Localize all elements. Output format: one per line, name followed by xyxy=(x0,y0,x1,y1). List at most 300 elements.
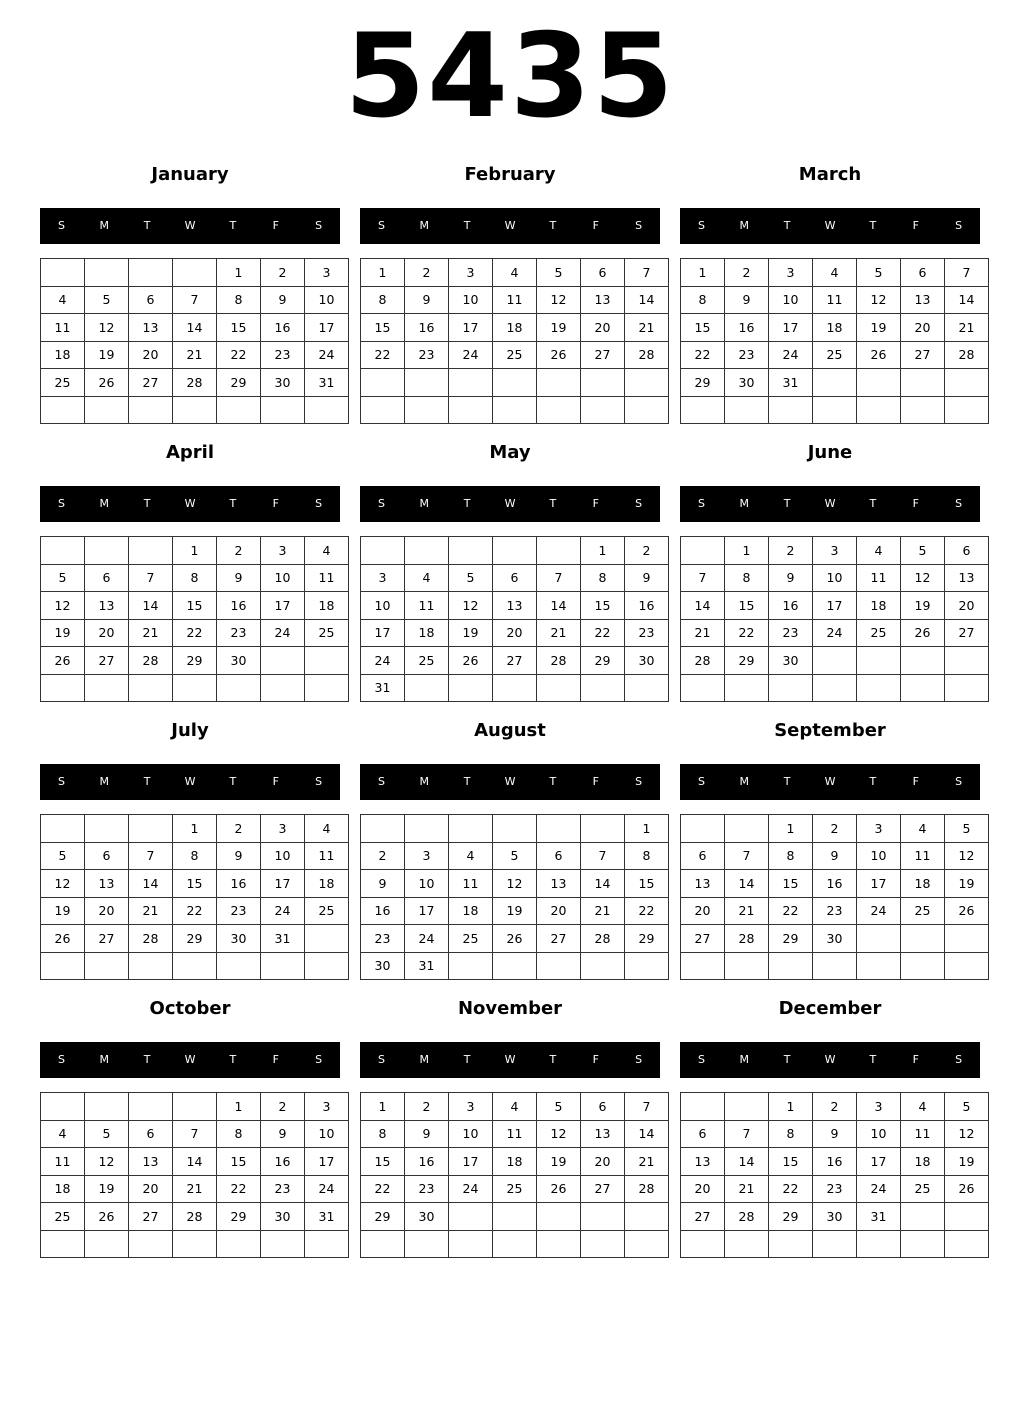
empty-cell xyxy=(41,537,85,565)
day-cell: 25 xyxy=(901,1175,945,1203)
day-cell: 18 xyxy=(405,619,449,647)
day-cell: 24 xyxy=(305,1175,349,1203)
day-cell: 27 xyxy=(945,619,989,647)
weekday-label: W xyxy=(824,775,836,788)
day-cell: 28 xyxy=(625,341,669,369)
month-name: May xyxy=(489,442,531,463)
weekday-label: S xyxy=(955,219,963,232)
day-cell: 1 xyxy=(725,537,769,565)
week-row xyxy=(681,1203,989,1231)
day-cell: 20 xyxy=(581,314,625,342)
day-cell: 22 xyxy=(173,897,217,925)
day-cell: 14 xyxy=(725,1148,769,1176)
week-row xyxy=(41,314,349,342)
empty-cell xyxy=(493,815,537,843)
empty-cell xyxy=(769,396,813,424)
day-cell: 27 xyxy=(901,341,945,369)
weekday-header xyxy=(40,208,340,244)
day-cell: 28 xyxy=(725,925,769,953)
week-row xyxy=(41,952,349,980)
week-row xyxy=(41,537,349,565)
day-cell: 14 xyxy=(537,592,581,620)
day-cell: 22 xyxy=(769,897,813,925)
day-grid xyxy=(360,1092,669,1258)
day-cell: 5 xyxy=(857,259,901,287)
empty-cell xyxy=(813,952,857,980)
week-row xyxy=(41,1148,349,1176)
day-cell: 17 xyxy=(261,592,305,620)
day-cell: 18 xyxy=(449,897,493,925)
weekday-label: S xyxy=(377,775,385,788)
day-cell: 11 xyxy=(493,286,537,314)
month-name: July xyxy=(171,720,209,741)
day-cell: 21 xyxy=(945,314,989,342)
week-row xyxy=(41,925,349,953)
day-cell: 16 xyxy=(261,1148,305,1176)
weekday-label: S xyxy=(697,1053,705,1066)
empty-cell xyxy=(129,396,173,424)
day-cell: 12 xyxy=(85,314,129,342)
day-cell: 21 xyxy=(625,1148,669,1176)
day-cell: 14 xyxy=(625,286,669,314)
empty-cell xyxy=(41,952,85,980)
day-cell: 17 xyxy=(449,1148,493,1176)
day-cell: 18 xyxy=(41,1175,85,1203)
day-cell: 11 xyxy=(305,842,349,870)
week-row xyxy=(361,341,669,369)
day-cell: 9 xyxy=(769,564,813,592)
week-row xyxy=(361,1230,669,1258)
day-cell: 16 xyxy=(217,592,261,620)
day-cell: 9 xyxy=(813,842,857,870)
day-cell: 1 xyxy=(217,1093,261,1121)
weekday-header xyxy=(360,208,660,244)
day-cell: 28 xyxy=(173,1203,217,1231)
weekday-label: T xyxy=(143,497,151,510)
empty-cell xyxy=(305,1230,349,1258)
day-cell: 1 xyxy=(581,537,625,565)
empty-cell xyxy=(493,1203,537,1231)
day-cell: 5 xyxy=(901,537,945,565)
day-cell: 15 xyxy=(217,1148,261,1176)
day-cell: 6 xyxy=(493,564,537,592)
empty-cell xyxy=(449,369,493,397)
day-cell: 18 xyxy=(857,592,901,620)
day-cell: 11 xyxy=(493,1120,537,1148)
weekday-label: T xyxy=(783,1053,791,1066)
day-cell: 6 xyxy=(581,1093,625,1121)
day-grid xyxy=(360,814,669,980)
day-cell: 13 xyxy=(581,1120,625,1148)
weekday-label: W xyxy=(184,219,196,232)
day-cell: 24 xyxy=(857,897,901,925)
day-cell: 28 xyxy=(129,647,173,675)
day-cell: 10 xyxy=(305,286,349,314)
empty-cell xyxy=(261,1230,305,1258)
day-cell: 7 xyxy=(625,1093,669,1121)
weekday-label: W xyxy=(504,497,516,510)
empty-cell xyxy=(173,1093,217,1121)
day-cell: 7 xyxy=(725,1120,769,1148)
day-cell: 24 xyxy=(813,619,857,647)
empty-cell xyxy=(41,1093,85,1121)
day-cell: 5 xyxy=(41,564,85,592)
day-cell: 28 xyxy=(625,1175,669,1203)
empty-cell xyxy=(625,369,669,397)
weekday-header xyxy=(680,208,980,244)
day-cell: 1 xyxy=(681,259,725,287)
day-cell: 13 xyxy=(493,592,537,620)
day-cell: 12 xyxy=(493,870,537,898)
empty-cell xyxy=(493,952,537,980)
day-cell: 26 xyxy=(945,897,989,925)
day-cell: 25 xyxy=(405,647,449,675)
week-row xyxy=(41,564,349,592)
day-cell: 8 xyxy=(769,842,813,870)
empty-cell xyxy=(581,674,625,702)
day-cell: 17 xyxy=(769,314,813,342)
weekday-label: T xyxy=(143,1053,151,1066)
empty-cell xyxy=(857,369,901,397)
weekday-label: S xyxy=(57,497,65,510)
day-cell: 22 xyxy=(769,1175,813,1203)
day-cell: 31 xyxy=(361,674,405,702)
empty-cell xyxy=(625,396,669,424)
day-cell: 2 xyxy=(361,842,405,870)
week-row xyxy=(361,1093,669,1121)
empty-cell xyxy=(769,952,813,980)
weekday-label: F xyxy=(272,775,279,788)
day-cell: 16 xyxy=(813,1148,857,1176)
day-cell: 24 xyxy=(449,1175,493,1203)
empty-cell xyxy=(493,396,537,424)
weekday-label: F xyxy=(912,1053,919,1066)
week-row xyxy=(681,1093,989,1121)
weekday-label: M xyxy=(419,1053,430,1066)
day-cell: 1 xyxy=(173,815,217,843)
day-cell: 14 xyxy=(173,314,217,342)
empty-cell xyxy=(945,952,989,980)
empty-cell xyxy=(681,1230,725,1258)
day-cell: 24 xyxy=(405,925,449,953)
day-cell: 4 xyxy=(41,1120,85,1148)
weekday-label: W xyxy=(504,775,516,788)
empty-cell xyxy=(85,815,129,843)
day-cell: 18 xyxy=(493,1148,537,1176)
day-cell: 13 xyxy=(85,870,129,898)
day-cell: 6 xyxy=(85,564,129,592)
day-cell: 14 xyxy=(129,592,173,620)
week-row xyxy=(41,842,349,870)
day-cell: 10 xyxy=(305,1120,349,1148)
day-cell: 12 xyxy=(537,286,581,314)
day-cell: 29 xyxy=(217,369,261,397)
day-cell: 5 xyxy=(493,842,537,870)
day-cell: 18 xyxy=(813,314,857,342)
day-cell: 22 xyxy=(173,619,217,647)
day-grid xyxy=(40,814,349,980)
day-cell: 2 xyxy=(217,815,261,843)
day-cell: 26 xyxy=(537,1175,581,1203)
day-cell: 9 xyxy=(261,286,305,314)
weekday-label: S xyxy=(315,219,323,232)
day-cell: 11 xyxy=(41,1148,85,1176)
day-cell: 27 xyxy=(681,925,725,953)
day-cell: 5 xyxy=(537,1093,581,1121)
week-row xyxy=(681,897,989,925)
empty-cell xyxy=(625,674,669,702)
empty-cell xyxy=(41,1230,85,1258)
day-cell: 12 xyxy=(537,1120,581,1148)
week-row xyxy=(361,870,669,898)
day-cell: 22 xyxy=(625,897,669,925)
week-row xyxy=(41,897,349,925)
day-cell: 4 xyxy=(857,537,901,565)
weekday-label: S xyxy=(377,497,385,510)
day-cell: 23 xyxy=(217,897,261,925)
empty-cell xyxy=(625,1230,669,1258)
empty-cell xyxy=(449,537,493,565)
day-cell: 21 xyxy=(625,314,669,342)
week-row xyxy=(361,1203,669,1231)
empty-cell xyxy=(305,674,349,702)
day-cell: 19 xyxy=(85,341,129,369)
day-cell: 14 xyxy=(681,592,725,620)
day-cell: 14 xyxy=(129,870,173,898)
week-row xyxy=(361,925,669,953)
day-cell: 7 xyxy=(537,564,581,592)
day-cell: 15 xyxy=(217,314,261,342)
day-cell: 3 xyxy=(361,564,405,592)
weekday-label: S xyxy=(57,219,65,232)
day-cell: 22 xyxy=(361,341,405,369)
empty-cell xyxy=(945,1203,989,1231)
weekday-label: T xyxy=(463,497,471,510)
day-cell: 16 xyxy=(813,870,857,898)
day-cell: 26 xyxy=(901,619,945,647)
day-cell: 26 xyxy=(945,1175,989,1203)
day-cell: 16 xyxy=(261,314,305,342)
day-cell: 19 xyxy=(537,1148,581,1176)
day-cell: 22 xyxy=(681,341,725,369)
month-name: December xyxy=(778,998,882,1019)
empty-cell xyxy=(361,537,405,565)
day-cell: 7 xyxy=(173,1120,217,1148)
empty-cell xyxy=(85,537,129,565)
week-row xyxy=(41,815,349,843)
day-cell: 20 xyxy=(945,592,989,620)
day-cell: 8 xyxy=(681,286,725,314)
day-cell: 21 xyxy=(681,619,725,647)
day-cell: 16 xyxy=(405,1148,449,1176)
empty-cell xyxy=(813,647,857,675)
day-cell: 12 xyxy=(857,286,901,314)
day-cell: 19 xyxy=(41,619,85,647)
empty-cell xyxy=(305,952,349,980)
week-row xyxy=(681,1148,989,1176)
day-cell: 7 xyxy=(581,842,625,870)
day-cell: 10 xyxy=(813,564,857,592)
empty-cell xyxy=(945,1230,989,1258)
day-cell: 7 xyxy=(725,842,769,870)
day-cell: 10 xyxy=(449,286,493,314)
month-name: October xyxy=(149,998,231,1019)
week-row xyxy=(361,897,669,925)
week-row xyxy=(41,1175,349,1203)
day-cell: 26 xyxy=(857,341,901,369)
day-cell: 21 xyxy=(537,619,581,647)
weekday-header xyxy=(40,764,340,800)
day-grid xyxy=(680,258,989,424)
weekday-label: S xyxy=(955,1053,963,1066)
empty-cell xyxy=(85,952,129,980)
week-row xyxy=(41,341,349,369)
week-row xyxy=(41,592,349,620)
empty-cell xyxy=(901,396,945,424)
day-cell: 8 xyxy=(217,286,261,314)
day-cell: 29 xyxy=(681,369,725,397)
day-cell: 20 xyxy=(581,1148,625,1176)
day-cell: 9 xyxy=(405,286,449,314)
month-name: February xyxy=(464,164,556,185)
day-cell: 22 xyxy=(361,1175,405,1203)
day-cell: 24 xyxy=(305,341,349,369)
day-cell: 27 xyxy=(85,647,129,675)
weekday-label: W xyxy=(184,497,196,510)
day-cell: 13 xyxy=(129,1148,173,1176)
weekday-label: S xyxy=(635,775,643,788)
empty-cell xyxy=(41,259,85,287)
day-cell: 19 xyxy=(901,592,945,620)
week-row xyxy=(41,396,349,424)
day-cell: 30 xyxy=(217,925,261,953)
day-cell: 11 xyxy=(449,870,493,898)
day-cell: 14 xyxy=(625,1120,669,1148)
day-cell: 17 xyxy=(405,897,449,925)
day-cell: 23 xyxy=(217,619,261,647)
day-cell: 18 xyxy=(493,314,537,342)
day-cell: 21 xyxy=(173,1175,217,1203)
empty-cell xyxy=(901,1230,945,1258)
weekday-label: M xyxy=(739,497,750,510)
day-cell: 17 xyxy=(361,619,405,647)
week-row xyxy=(361,1120,669,1148)
day-cell: 6 xyxy=(681,842,725,870)
week-row xyxy=(681,592,989,620)
day-cell: 14 xyxy=(945,286,989,314)
weekday-label: W xyxy=(184,1053,196,1066)
empty-cell xyxy=(725,396,769,424)
empty-cell xyxy=(129,259,173,287)
empty-cell xyxy=(625,952,669,980)
weekday-label: M xyxy=(739,1053,750,1066)
week-row xyxy=(41,870,349,898)
day-cell: 2 xyxy=(405,1093,449,1121)
day-cell: 16 xyxy=(625,592,669,620)
day-cell: 20 xyxy=(681,897,725,925)
day-cell: 4 xyxy=(305,815,349,843)
month-name: September xyxy=(774,720,886,741)
week-row xyxy=(681,815,989,843)
empty-cell xyxy=(217,396,261,424)
weekday-label: M xyxy=(99,497,110,510)
empty-cell xyxy=(129,1093,173,1121)
empty-cell xyxy=(173,396,217,424)
weekday-label: M xyxy=(739,775,750,788)
day-cell: 31 xyxy=(305,1203,349,1231)
day-cell: 11 xyxy=(901,1120,945,1148)
day-cell: 10 xyxy=(449,1120,493,1148)
empty-cell xyxy=(449,1230,493,1258)
day-cell: 28 xyxy=(945,341,989,369)
day-cell: 26 xyxy=(85,1203,129,1231)
day-cell: 5 xyxy=(41,842,85,870)
day-cell: 5 xyxy=(537,259,581,287)
week-row xyxy=(41,1120,349,1148)
empty-cell xyxy=(305,647,349,675)
day-cell: 19 xyxy=(857,314,901,342)
day-cell: 25 xyxy=(449,925,493,953)
empty-cell xyxy=(41,396,85,424)
day-cell: 15 xyxy=(769,1148,813,1176)
month-name: June xyxy=(807,442,853,463)
day-cell: 9 xyxy=(625,564,669,592)
day-cell: 16 xyxy=(361,897,405,925)
day-cell: 25 xyxy=(305,619,349,647)
weekday-label: S xyxy=(57,775,65,788)
day-cell: 14 xyxy=(725,870,769,898)
day-cell: 15 xyxy=(769,870,813,898)
day-cell: 1 xyxy=(769,815,813,843)
empty-cell xyxy=(85,259,129,287)
day-cell: 25 xyxy=(901,897,945,925)
week-row xyxy=(361,286,669,314)
week-row xyxy=(681,952,989,980)
day-cell: 17 xyxy=(305,1148,349,1176)
day-cell: 31 xyxy=(305,369,349,397)
day-cell: 6 xyxy=(945,537,989,565)
day-cell: 21 xyxy=(581,897,625,925)
empty-cell xyxy=(681,396,725,424)
empty-cell xyxy=(945,396,989,424)
empty-cell xyxy=(813,369,857,397)
weekday-label: S xyxy=(315,497,323,510)
week-row xyxy=(681,647,989,675)
empty-cell xyxy=(493,1230,537,1258)
empty-cell xyxy=(361,369,405,397)
weekday-label: T xyxy=(869,497,877,510)
day-cell: 11 xyxy=(857,564,901,592)
day-cell: 24 xyxy=(261,619,305,647)
empty-cell xyxy=(625,1203,669,1231)
day-cell: 30 xyxy=(813,1203,857,1231)
empty-cell xyxy=(261,674,305,702)
day-cell: 31 xyxy=(405,952,449,980)
empty-cell xyxy=(901,647,945,675)
week-row xyxy=(681,396,989,424)
empty-cell xyxy=(449,952,493,980)
day-cell: 29 xyxy=(769,1203,813,1231)
day-cell: 14 xyxy=(581,870,625,898)
day-cell: 30 xyxy=(261,1203,305,1231)
day-cell: 29 xyxy=(173,647,217,675)
day-cell: 12 xyxy=(85,1148,129,1176)
empty-cell xyxy=(901,952,945,980)
week-row xyxy=(681,1120,989,1148)
weekday-label: M xyxy=(99,775,110,788)
day-cell: 12 xyxy=(41,870,85,898)
day-cell: 7 xyxy=(945,259,989,287)
